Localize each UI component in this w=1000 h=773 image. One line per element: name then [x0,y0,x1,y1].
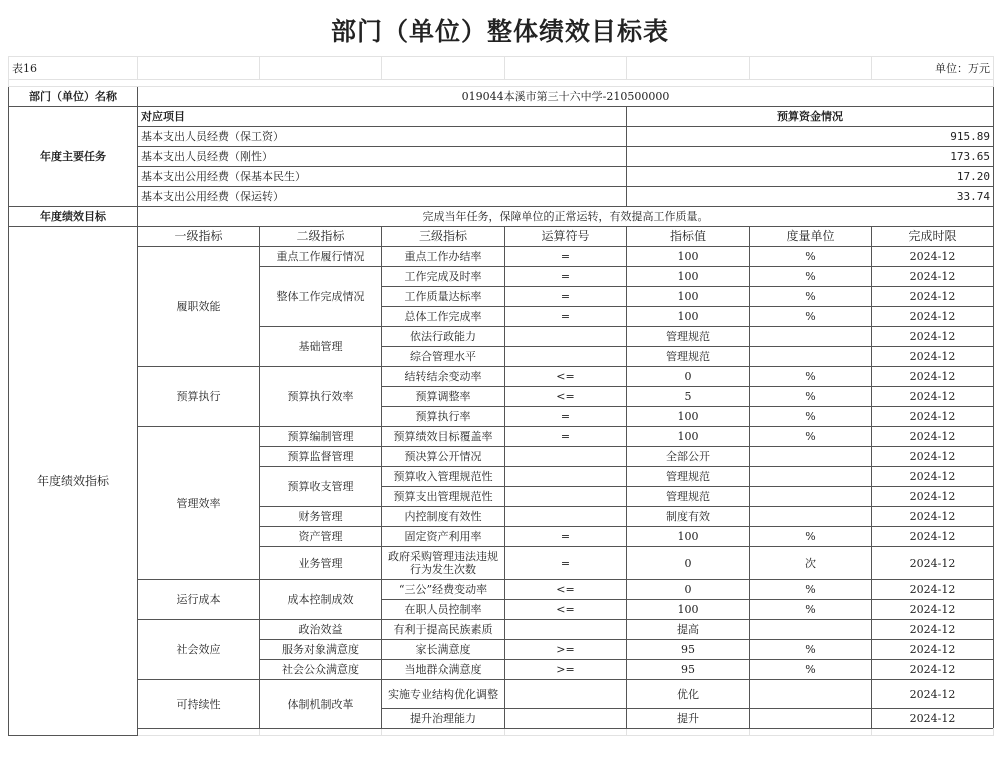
deadline: 2024-12 [872,487,994,507]
operator: = [505,427,627,447]
l3-indicator: 政府采购管理违法违规行为发生次数 [382,547,505,580]
measure-unit [750,620,872,640]
deadline: 2024-12 [872,327,994,347]
operator [505,507,627,527]
annual-tasks-label: 年度主要任务 [9,107,138,207]
operator: <= [505,367,627,387]
header-value: 指标值 [627,227,750,247]
table-row [9,680,994,709]
operator [505,447,627,467]
l2-indicator: 财务管理 [260,507,382,527]
deadline: 2024-12 [872,660,994,680]
measure-unit: % [750,387,872,407]
deadline: 2024-12 [872,247,994,267]
measure-unit: % [750,247,872,267]
table-row [9,620,994,640]
deadline: 2024-12 [872,307,994,327]
header-unit: 度量单位 [750,227,872,247]
table-row [9,247,994,267]
l3-indicator: 重点工作办结率 [382,247,505,267]
l2-indicator: 重点工作履行情况 [260,247,382,267]
measure-unit [750,709,872,729]
l2-indicator: 体制机制改革 [260,680,382,729]
l3-indicator: 预算执行率 [382,407,505,427]
l3-indicator: 结转结余变动率 [382,367,505,387]
header-deadline: 完成时限 [872,227,994,247]
l1-indicator: 运行成本 [138,580,260,620]
deadline: 2024-12 [872,267,994,287]
operator: >= [505,640,627,660]
operator [505,467,627,487]
task-amount: 17.20 [627,167,994,187]
unit-label: 单位：万元 [872,57,994,80]
task-item: 基本支出人员经费（刚性） [138,147,627,167]
operator: <= [505,600,627,620]
page-title: 部门（单位）整体绩效目标表 [8,8,992,57]
l3-indicator: 依法行政能力 [382,327,505,347]
l2-indicator: 服务对象满意度 [260,640,382,660]
target-value: 100 [627,600,750,620]
target-value: 100 [627,307,750,327]
target-value: 95 [627,640,750,660]
table-row [9,427,994,447]
l3-indicator: 总体工作完成率 [382,307,505,327]
operator: = [505,547,627,580]
measure-unit [750,347,872,367]
operator: = [505,287,627,307]
measure-unit: % [750,640,872,660]
measure-unit [750,447,872,467]
target-value: 提高 [627,620,750,640]
deadline: 2024-12 [872,287,994,307]
deadline: 2024-12 [872,387,994,407]
l3-indicator: 在职人员控制率 [382,600,505,620]
header-l1: 一级指标 [138,227,260,247]
l3-indicator: “三公”经费变动率 [382,580,505,600]
target-value: 95 [627,660,750,680]
l3-indicator: 当地群众满意度 [382,660,505,680]
operator: <= [505,580,627,600]
measure-unit [750,507,872,527]
target-value: 100 [627,287,750,307]
target-value: 管理规范 [627,327,750,347]
operator [505,487,627,507]
l2-indicator: 预算执行效率 [260,367,382,427]
task-item: 基本支出人员经费（保工资） [138,127,627,147]
measure-unit: % [750,307,872,327]
operator [505,620,627,640]
deadline: 2024-12 [872,427,994,447]
target-value: 优化 [627,680,750,709]
table-row [9,367,994,387]
l3-indicator: 内控制度有效性 [382,507,505,527]
deadline: 2024-12 [872,600,994,620]
l2-indicator: 预算监督管理 [260,447,382,467]
operator [505,347,627,367]
annual-goal-value: 完成当年任务，保障单位的正常运转，有效提高工作质量。 [138,207,994,227]
l1-indicator: 履职效能 [138,247,260,367]
deadline: 2024-12 [872,620,994,640]
l2-indicator: 基础管理 [260,327,382,367]
measure-unit: % [750,600,872,620]
target-value: 提升 [627,709,750,729]
l3-indicator: 家长满意度 [382,640,505,660]
header-l3: 三级指标 [382,227,505,247]
deadline: 2024-12 [872,580,994,600]
measure-unit: % [750,660,872,680]
deadline: 2024-12 [872,467,994,487]
l2-indicator: 资产管理 [260,527,382,547]
l3-indicator: 预算支出管理规范性 [382,487,505,507]
target-value: 5 [627,387,750,407]
l2-indicator: 成本控制成效 [260,580,382,620]
target-value: 0 [627,547,750,580]
measure-unit: % [750,527,872,547]
target-value: 100 [627,267,750,287]
target-value: 制度有效 [627,507,750,527]
l2-indicator: 预算收支管理 [260,467,382,507]
deadline: 2024-12 [872,507,994,527]
task-amount: 915.89 [627,127,994,147]
l2-indicator: 社会公众满意度 [260,660,382,680]
l1-indicator: 管理效率 [138,427,260,580]
deadline: 2024-12 [872,709,994,729]
target-value: 100 [627,247,750,267]
performance-table [8,56,994,736]
l2-indicator: 业务管理 [260,547,382,580]
task-amount: 33.74 [627,187,994,207]
operator: = [505,267,627,287]
table-row [9,580,994,600]
measure-unit: % [750,407,872,427]
col-item-header: 对应项目 [138,107,627,127]
measure-unit: 次 [750,547,872,580]
l1-indicator: 预算执行 [138,367,260,427]
deadline: 2024-12 [872,347,994,367]
l2-indicator: 预算编制管理 [260,427,382,447]
table-number: 表16 [9,57,138,80]
target-value: 100 [627,527,750,547]
l3-indicator: 综合管理水平 [382,347,505,367]
task-item: 基本支出公用经费（保运转） [138,187,627,207]
target-value: 管理规范 [627,487,750,507]
operator: = [505,407,627,427]
deadline: 2024-12 [872,640,994,660]
task-amount: 173.65 [627,147,994,167]
deadline: 2024-12 [872,407,994,427]
deadline: 2024-12 [872,680,994,709]
operator [505,327,627,347]
l2-indicator: 整体工作完成情况 [260,267,382,327]
measure-unit [750,327,872,347]
target-value: 100 [627,407,750,427]
measure-unit: % [750,267,872,287]
col-budget-header: 预算资金情况 [627,107,994,127]
l3-indicator: 固定资产利用率 [382,527,505,547]
task-item: 基本支出公用经费（保基本民生） [138,167,627,187]
l3-indicator: 提升治理能力 [382,709,505,729]
target-value: 管理规范 [627,467,750,487]
deadline: 2024-12 [872,547,994,580]
operator [505,709,627,729]
l3-indicator: 预算绩效目标覆盖率 [382,427,505,447]
measure-unit: % [750,427,872,447]
measure-unit: % [750,287,872,307]
l2-indicator: 政治效益 [260,620,382,640]
measure-unit [750,487,872,507]
l1-indicator: 社会效应 [138,620,260,680]
target-value: 0 [627,367,750,387]
l3-indicator: 工作质量达标率 [382,287,505,307]
operator: = [505,527,627,547]
deadline: 2024-12 [872,527,994,547]
dept-name-value: 019044本溪市第三十六中学-210500000 [138,87,994,107]
deadline: 2024-12 [872,367,994,387]
target-value: 100 [627,427,750,447]
l1-indicator: 可持续性 [138,680,260,729]
operator [505,680,627,709]
header-l2: 二级指标 [260,227,382,247]
measure-unit: % [750,367,872,387]
measure-unit [750,467,872,487]
l3-indicator: 预决算公开情况 [382,447,505,467]
annual-goal-label: 年度绩效目标 [9,207,138,227]
header-operator: 运算符号 [505,227,627,247]
l3-indicator: 工作完成及时率 [382,267,505,287]
target-value: 0 [627,580,750,600]
measure-unit: % [750,580,872,600]
target-value: 全部公开 [627,447,750,467]
l3-indicator: 预算调整率 [382,387,505,407]
l3-indicator: 有利于提高民族素质 [382,620,505,640]
target-value: 管理规范 [627,347,750,367]
measure-unit [750,680,872,709]
dept-name-label: 部门（单位）名称 [9,87,138,107]
operator: = [505,247,627,267]
l3-indicator: 预算收入管理规范性 [382,467,505,487]
annual-indicators-label: 年度绩效指标 [9,227,138,736]
operator: <= [505,387,627,407]
deadline: 2024-12 [872,447,994,467]
l3-indicator: 实施专业结构优化调整 [382,680,505,709]
operator: >= [505,660,627,680]
operator: = [505,307,627,327]
